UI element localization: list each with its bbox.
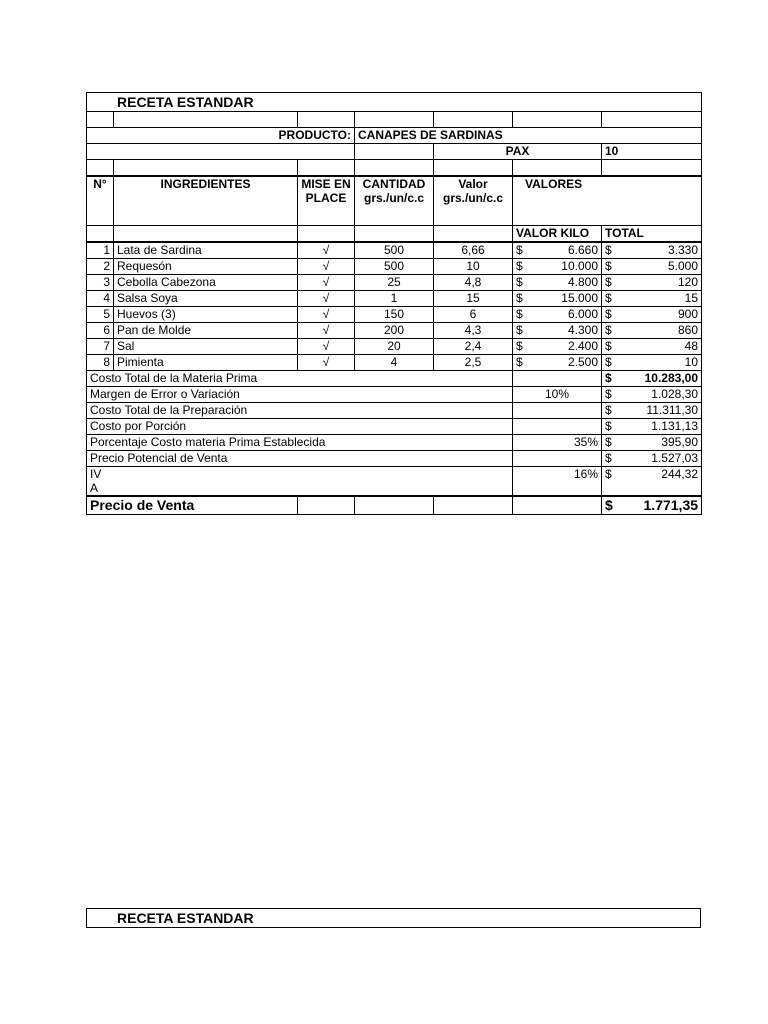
margen-pct: 10%: [513, 387, 602, 403]
header-valor: Valor grs./un/c.c: [434, 176, 513, 226]
sheet-title: RECETA ESTANDAR: [87, 93, 702, 112]
iva-value: 244,32: [661, 467, 699, 481]
porcentaje-label: Porcentaje Costo materia Prima Establecida: [87, 435, 513, 451]
ingredient-valor-kilo: 10.000: [561, 259, 598, 273]
precio-potencial-label: Precio Potencial de Venta: [87, 451, 513, 467]
ingredient-cantidad: 500: [355, 242, 434, 259]
ingredient-valor-kilo: 4.800: [567, 275, 598, 289]
mise-check: √: [298, 355, 355, 371]
ingredient-valor: 4,8: [434, 275, 513, 291]
ingredient-number: 8: [87, 355, 114, 371]
blank-row: [87, 160, 702, 177]
ingredient-row: 8 Pimienta √ 4 2,5 $ 2.500 $ 10: [87, 355, 702, 371]
ingredient-valor: 4,3: [434, 323, 513, 339]
ingredient-name: Requesón: [114, 259, 298, 275]
costo-total-mp-label: Costo Total de la Materia Prima: [87, 371, 513, 387]
ingredient-cantidad: 25: [355, 275, 434, 291]
ingredient-valor: 15: [434, 291, 513, 307]
ingredient-total: 860: [677, 323, 699, 337]
pax-value: 10: [602, 144, 702, 160]
iva-label: IV A: [87, 467, 513, 497]
costo-total-mp-value: 10.283,00: [644, 371, 699, 385]
ingredient-row: 5 Huevos (3) √ 150 6 $ 6.000 $ 900: [87, 307, 702, 323]
ingredient-name: Lata de Sardina: [114, 242, 298, 259]
recipe-sheet: RECETA ESTANDAR PRODUCTO: CANAPES DE SARDINAS PAX 10 N° INGREDIENTES MISE EN PLACE CANTIDAD grs./un/c.c Valor grs./un/c.c VALORES VALOR KILO TOTAL 1 Lata de Sardina √ 500 6,66 $ 6.660 $ 3.330 2 Requesón √ 500 10 $ 10.000 $ 5.000 3 Cebolla Cabezona √ 25 4,8 $ 4.800 $ 120 4 Salsa Soya √ 1 15 $ 15.000 $ 15 5 Huevos (3) √ 150 6 $ 6.000 $ 900 6 Pan de Molde √ 200 4,3 $ 4.300 $ 860 7 Sal √ 20 2,4 $ 2.400 $ 48 8 Pimienta √ 4 2,5 $ 2.500 $ 10 Costo Total de la Materia Prima $ 10.283,00 Margen de Error o Variación 10% $ 1.028,30 Costo Total de la Preparación $ 11.311,30 Costo por Porción $ 1.131,13 Porcentaje Costo materia Prima Establecida 35% $ 395,90 Precio Potencial de Venta $ 1.527,03 IV A 16% $ 244,32 Precio de Venta $ 1.771,35: [86, 92, 702, 515]
ingredient-number: 4: [87, 291, 114, 307]
porcentaje-value: 395,90: [661, 435, 699, 449]
ingredient-cantidad: 4: [355, 355, 434, 371]
ingredient-row: 7 Sal √ 20 2,4 $ 2.400 $ 48: [87, 339, 702, 355]
ingredient-valor-kilo: 6.000: [567, 307, 598, 321]
header-num: N°: [87, 176, 114, 226]
ingredient-total: 15: [684, 291, 699, 305]
producto-label: PRODUCTO:: [87, 128, 355, 144]
ingredient-cantidad: 500: [355, 259, 434, 275]
ingredient-total: 48: [684, 339, 699, 353]
ingredient-number: 5: [87, 307, 114, 323]
header-ingredientes: INGREDIENTES: [114, 176, 298, 226]
mise-check: √: [298, 275, 355, 291]
ingredient-cantidad: 200: [355, 323, 434, 339]
ingredient-name: Pan de Molde: [114, 323, 298, 339]
mise-check: √: [298, 242, 355, 259]
blank-row: [87, 112, 702, 128]
column-headers: [87, 176, 702, 226]
ingredient-cantidad: 20: [355, 339, 434, 355]
ingredient-number: 7: [87, 339, 114, 355]
ingredient-row: 3 Cebolla Cabezona √ 25 4,8 $ 4.800 $ 120: [87, 275, 702, 291]
ingredient-valor-kilo: 2.400: [567, 339, 598, 353]
ingredient-row: 2 Requesón √ 500 10 $ 10.000 $ 5.000: [87, 259, 702, 275]
costo-prep-value: 11.311,30: [646, 403, 699, 417]
ingredient-name: Pimienta: [114, 355, 298, 371]
costo-prep-label: Costo Total de la Preparación: [87, 403, 513, 419]
ingredient-valor-kilo: 4.300: [567, 323, 598, 337]
header-mise: MISE EN PLACE: [298, 176, 355, 226]
ingredient-valor: 10: [434, 259, 513, 275]
porcentaje-pct: 35%: [513, 435, 602, 451]
ingredient-list: [87, 242, 702, 371]
ingredient-row: 6 Pan de Molde √ 200 4,3 $ 4.300 $ 860: [87, 323, 702, 339]
header-total: TOTAL: [602, 226, 702, 243]
ingredient-row: 1 Lata de Sardina √ 500 6,66 $ 6.660 $ 3.330: [87, 242, 702, 259]
ingredient-valor: 2,5: [434, 355, 513, 371]
ingredient-total: 5.000: [667, 259, 699, 273]
mise-check: √: [298, 323, 355, 339]
ingredient-valor: 6,66: [434, 242, 513, 259]
producto-value: CANAPES DE SARDINAS: [355, 128, 702, 144]
precio-venta-value: 1.771,35: [643, 497, 699, 513]
ingredient-name: Huevos (3): [114, 307, 298, 323]
ingredient-valor-kilo: 15.000: [561, 291, 598, 305]
margen-value: 1.028,30: [651, 387, 699, 401]
mise-check: √: [298, 339, 355, 355]
header-valor-kilo: VALOR KILO: [513, 226, 602, 243]
ingredient-row: 4 Salsa Soya √ 1 15 $ 15.000 $ 15: [87, 291, 702, 307]
ingredient-total: 3.330: [667, 243, 699, 257]
header-cantidad: CANTIDAD grs./un/c.c: [355, 176, 434, 226]
ingredient-total: 900: [677, 307, 699, 321]
costo-porcion-label: Costo por Porción: [87, 419, 513, 435]
precio-venta-label: Precio de Venta: [87, 496, 298, 515]
second-recipe-sheet: [86, 908, 701, 928]
ingredient-name: Sal: [114, 339, 298, 355]
ingredient-name: Salsa Soya: [114, 291, 298, 307]
pax-label: PAX: [434, 144, 602, 160]
margen-label: Margen de Error o Variación: [87, 387, 513, 403]
precio-potencial-value: 1.527,03: [651, 451, 699, 465]
ingredient-valor: 6: [434, 307, 513, 323]
second-sheet-title: RECETA ESTANDAR: [87, 909, 701, 928]
header-valores: VALORES: [513, 176, 702, 226]
ingredient-total: 120: [677, 275, 699, 289]
ingredient-valor: 2,4: [434, 339, 513, 355]
ingredient-valor-kilo: 6.660: [567, 243, 598, 257]
ingredient-number: 6: [87, 323, 114, 339]
ingredient-name: Cebolla Cabezona: [114, 275, 298, 291]
ingredient-cantidad: 1: [355, 291, 434, 307]
ingredient-number: 2: [87, 259, 114, 275]
ingredient-number: 3: [87, 275, 114, 291]
ingredient-total: 10: [684, 355, 699, 369]
mise-check: √: [298, 307, 355, 323]
costo-porcion-value: 1.131,13: [651, 419, 699, 433]
ingredient-cantidad: 150: [355, 307, 434, 323]
ingredient-number: 1: [87, 242, 114, 259]
ingredient-valor-kilo: 2.500: [567, 355, 598, 369]
mise-check: √: [298, 259, 355, 275]
iva-pct: 16%: [513, 467, 602, 497]
mise-check: √: [298, 291, 355, 307]
